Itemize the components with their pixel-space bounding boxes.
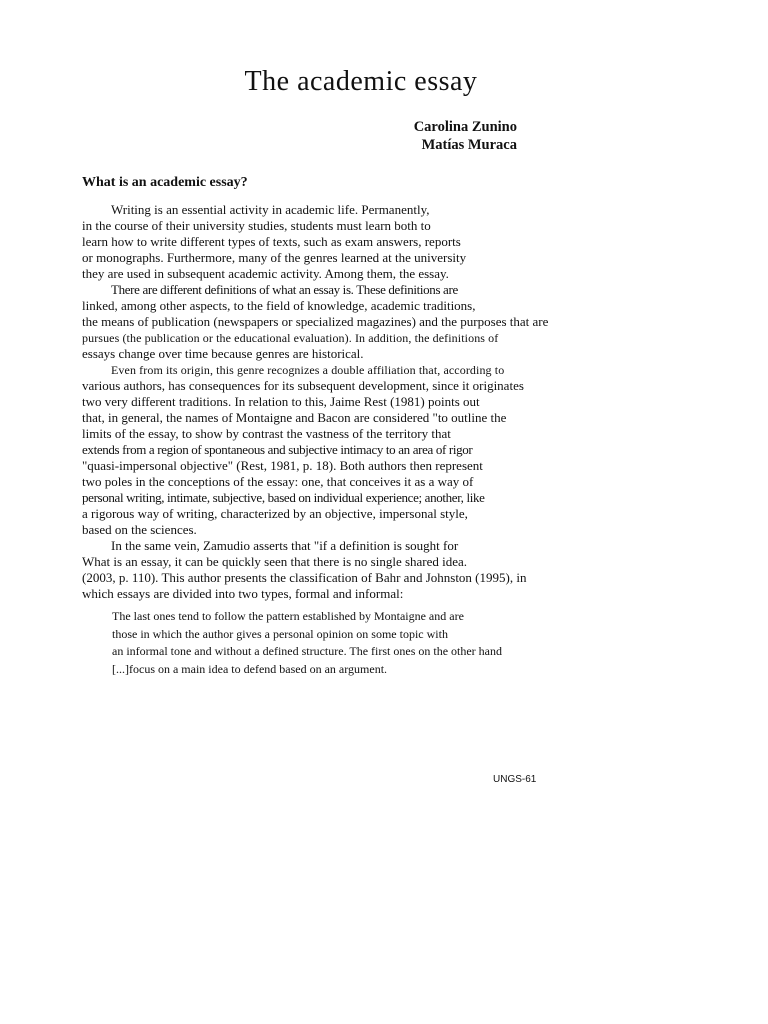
text-line: which essays are divided into two types, formal and informal:	[82, 586, 404, 601]
text-line: various authors, has consequences for its subsequent development, since it originates	[82, 378, 524, 393]
author-name: Carolina Zunino	[413, 119, 517, 135]
text-line: extends from a region of spontaneous and subjective intimacy to an area of rigor	[82, 442, 473, 457]
text-line: (2003, p. 110). This author presents the classification of Bahr and Johnston (1995), in	[82, 570, 527, 585]
text-line: in the course of their university studies, students must learn both to	[82, 218, 431, 233]
block-quote	[112, 608, 502, 678]
text-line: limits of the essay, to show by contrast the vastness of the territory that	[82, 426, 451, 441]
text-line: Even from its origin, this genre recognizes a double affiliation that, according to	[111, 363, 505, 377]
body-text	[82, 202, 548, 602]
text-line: based on the sciences.	[82, 522, 197, 537]
text-line: a rigorous way of writing, characterized by an objective, impersonal style,	[82, 506, 468, 521]
author-name: Matías Muraca	[421, 137, 517, 153]
text-line: pursues (the publication or the educational evaluation). In addition, the definitions of	[82, 331, 499, 345]
text-line: that, in general, the names of Montaigne and Bacon are considered "to outline the	[82, 410, 507, 425]
text-line: In the same vein, Zamudio asserts that "if a definition is sought for	[111, 538, 459, 553]
quote-line: The last ones tend to follow the pattern established by Montaigne and are	[112, 609, 464, 623]
text-line: linked, among other aspects, to the field of knowledge, academic traditions,	[82, 298, 476, 313]
text-line: "quasi-impersonal objective" (Rest, 1981, p. 18). Both authors then represent	[82, 458, 483, 473]
author-block	[414, 118, 517, 154]
document-title: The academic essay	[244, 66, 478, 97]
text-line: personal writing, intimate, subjective, based on individual experience; another, like	[82, 490, 485, 505]
section-heading: What is an academic essay?	[82, 175, 248, 190]
text-line: two very different traditions. In relation to this, Jaime Rest (1981) points out	[82, 394, 480, 409]
quote-line: [...]focus on a main idea to defend based on an argument.	[112, 661, 388, 676]
text-line: essays change over time because genres are historical.	[82, 346, 364, 361]
text-line: learn how to write different types of texts, such as exam answers, reports	[82, 234, 461, 249]
text-line: What is an essay, it can be quickly seen that there is no single shared idea.	[82, 554, 468, 569]
page-footer: UNGS-61	[493, 774, 537, 785]
quote-line: those in which the author gives a personal opinion on some topic with	[112, 626, 448, 641]
text-line: they are used in subsequent academic activity. Among them, the essay.	[82, 266, 449, 281]
text-line: two poles in the conceptions of the essay: one, that conceives it as a way of	[82, 474, 474, 489]
text-line: or monographs. Furthermore, many of the genres learned at the university	[82, 250, 467, 265]
text-line: the means of publication (newspapers or specialized magazines) and the purposes that are	[82, 314, 549, 329]
text-line: Writing is an essential activity in academic life. Permanently,	[111, 202, 430, 217]
text-line: There are different definitions of what an essay is. These definitions are	[111, 282, 458, 297]
quote-line: an informal tone and without a defined structure. The first ones on the other hand	[112, 644, 502, 658]
